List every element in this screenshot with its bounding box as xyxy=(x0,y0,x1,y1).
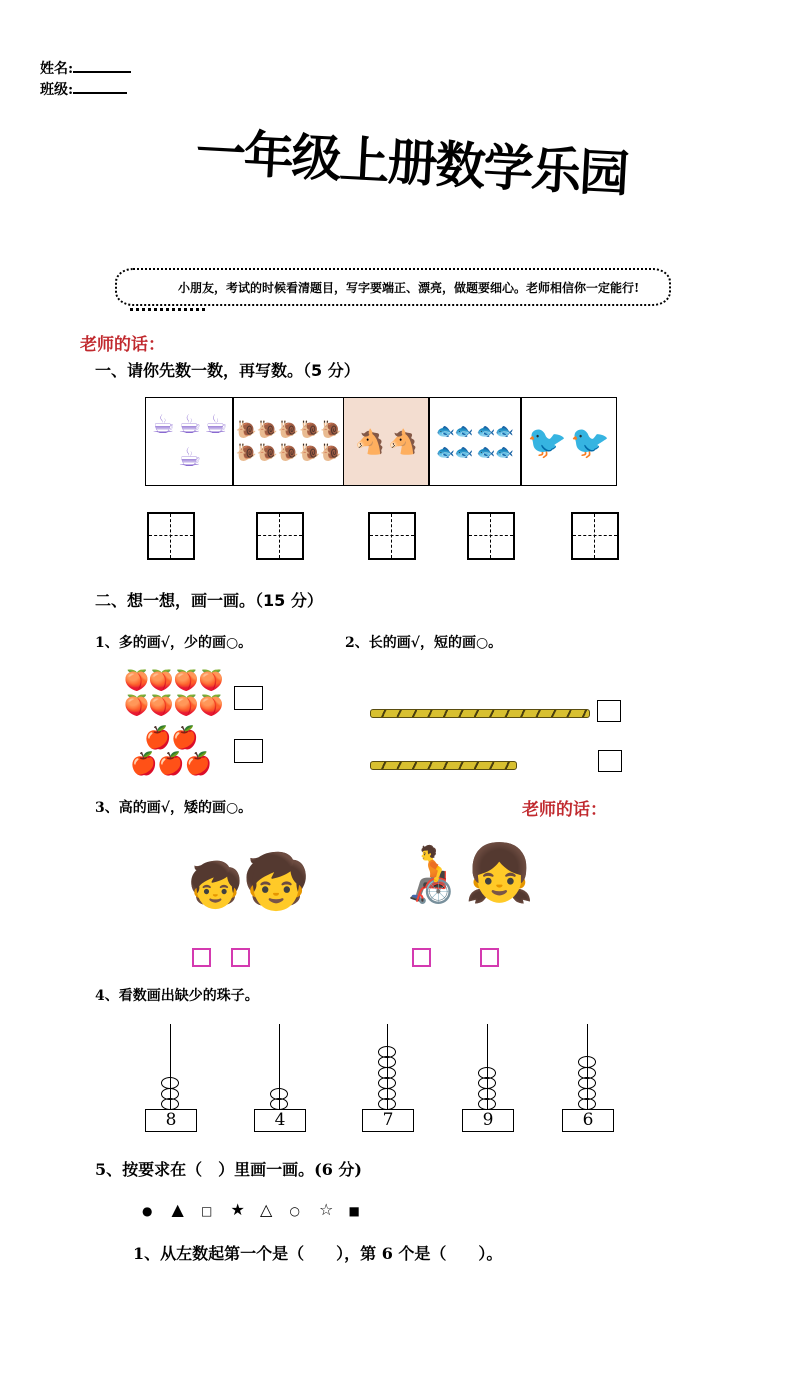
question-2: 2、长的画√，短的画○。 xyxy=(345,635,503,651)
shape-symbol: ● xyxy=(142,1204,153,1218)
abacus-bead xyxy=(578,1067,596,1079)
abacus-number: 6 xyxy=(562,1109,614,1132)
abacus-bead xyxy=(378,1088,396,1100)
picture-rocking-horses: 🐴 🐴 xyxy=(343,397,430,486)
question-5: 5、按要求在（ ）里画一画。(6 分) xyxy=(95,1160,362,1179)
shape-symbol: △ xyxy=(260,1200,273,1219)
picture-fish: 🐟🐟 🐟🐟 🐟🐟 🐟🐟 xyxy=(428,397,522,486)
abacus-number: 8 xyxy=(145,1109,197,1132)
children-wheelchair-image: 🧑‍🦽👧 xyxy=(395,841,535,906)
answer-grid-4[interactable] xyxy=(467,512,515,560)
long-rope xyxy=(370,709,590,718)
name-field[interactable] xyxy=(40,58,131,78)
shape-symbol: ▲ xyxy=(171,1200,184,1219)
abacus-bead xyxy=(378,1056,396,1068)
abacus-number: 9 xyxy=(462,1109,514,1132)
long-rope-answer-box[interactable] xyxy=(597,700,621,722)
question-5-1: 1、从左数起第一个是（ ），第 6 个是（ ）。 xyxy=(133,1244,503,1263)
abacus-bead xyxy=(578,1077,596,1089)
abacus-bead xyxy=(578,1088,596,1100)
teacher-label-2: 老师的话： xyxy=(522,800,607,820)
abacus-bead xyxy=(378,1067,396,1079)
answer-grid-3[interactable] xyxy=(368,512,416,560)
apples-answer-box[interactable] xyxy=(234,739,263,763)
bubble-tail xyxy=(130,308,205,311)
abacus-bead xyxy=(578,1056,596,1068)
peaches-answer-box[interactable] xyxy=(234,686,263,710)
question-3: 3、高的画√，矮的画○。 xyxy=(95,800,253,816)
class-field[interactable] xyxy=(40,79,127,99)
picture-birds: 🐦 🐦 xyxy=(520,397,617,486)
short-rope-answer-box[interactable] xyxy=(598,750,622,772)
picture-cups: ☕ ☕ ☕ ☕ xyxy=(145,397,234,486)
shape-symbol: □ xyxy=(201,1204,213,1218)
abacus-bead xyxy=(378,1077,396,1089)
class-blank[interactable] xyxy=(73,80,127,94)
shape-symbol: ■ xyxy=(348,1204,360,1218)
abacus-bead xyxy=(478,1088,496,1100)
tall-boy-answer-box[interactable] xyxy=(231,948,250,967)
abacus-bead xyxy=(378,1046,396,1058)
answer-grid-1[interactable] xyxy=(147,512,195,560)
shape-symbol: ☆ xyxy=(319,1200,334,1219)
abacus-number: 4 xyxy=(254,1109,306,1132)
shape-symbol: ★ xyxy=(230,1200,245,1219)
section2-heading: 二、想一想，画一画。（15 分） xyxy=(95,591,323,610)
section1-heading: 一、请你先数一数，再写数。（5 分） xyxy=(95,361,360,380)
abacus-bead xyxy=(478,1077,496,1089)
note-text: 小朋友，考试的时候看清题目，写字要端正、漂亮，做题要细心。老师相信你一定能行! xyxy=(178,281,640,295)
picture-snails: 🐌🐌🐌🐌🐌 🐌🐌🐌🐌🐌 xyxy=(232,397,345,486)
question-4: 4、看数画出缺少的珠子。 xyxy=(95,988,259,1004)
question-1: 1、多的画√，少的画○。 xyxy=(95,635,253,651)
abacus-bead xyxy=(270,1088,288,1100)
abacus-bead xyxy=(478,1067,496,1079)
short-rope xyxy=(370,761,517,770)
abacus-bead xyxy=(161,1088,179,1100)
name-label: 姓名: xyxy=(40,61,74,77)
shape-symbol: ○ xyxy=(289,1204,300,1218)
peaches-image: 🍑🍑🍑🍑 🍑🍑🍑🍑 xyxy=(124,668,224,717)
boys-image: 🧒🧒 xyxy=(188,850,311,913)
seated-child-answer-box[interactable] xyxy=(412,948,431,967)
answer-grid-5[interactable] xyxy=(571,512,619,560)
answer-grid-2[interactable] xyxy=(256,512,304,560)
teacher-label: 老师的话： xyxy=(80,335,165,355)
class-label: 班级: xyxy=(40,82,74,98)
page-title: 一年级上册数学乐园 xyxy=(194,122,629,204)
abacus-bead xyxy=(161,1077,179,1089)
standing-girl-answer-box[interactable] xyxy=(480,948,499,967)
abacus-number: 7 xyxy=(362,1109,414,1132)
apples-image: 🍎🍎 🍎🍎🍎 xyxy=(130,726,213,777)
name-blank[interactable] xyxy=(73,59,131,73)
short-boy-answer-box[interactable] xyxy=(192,948,211,967)
